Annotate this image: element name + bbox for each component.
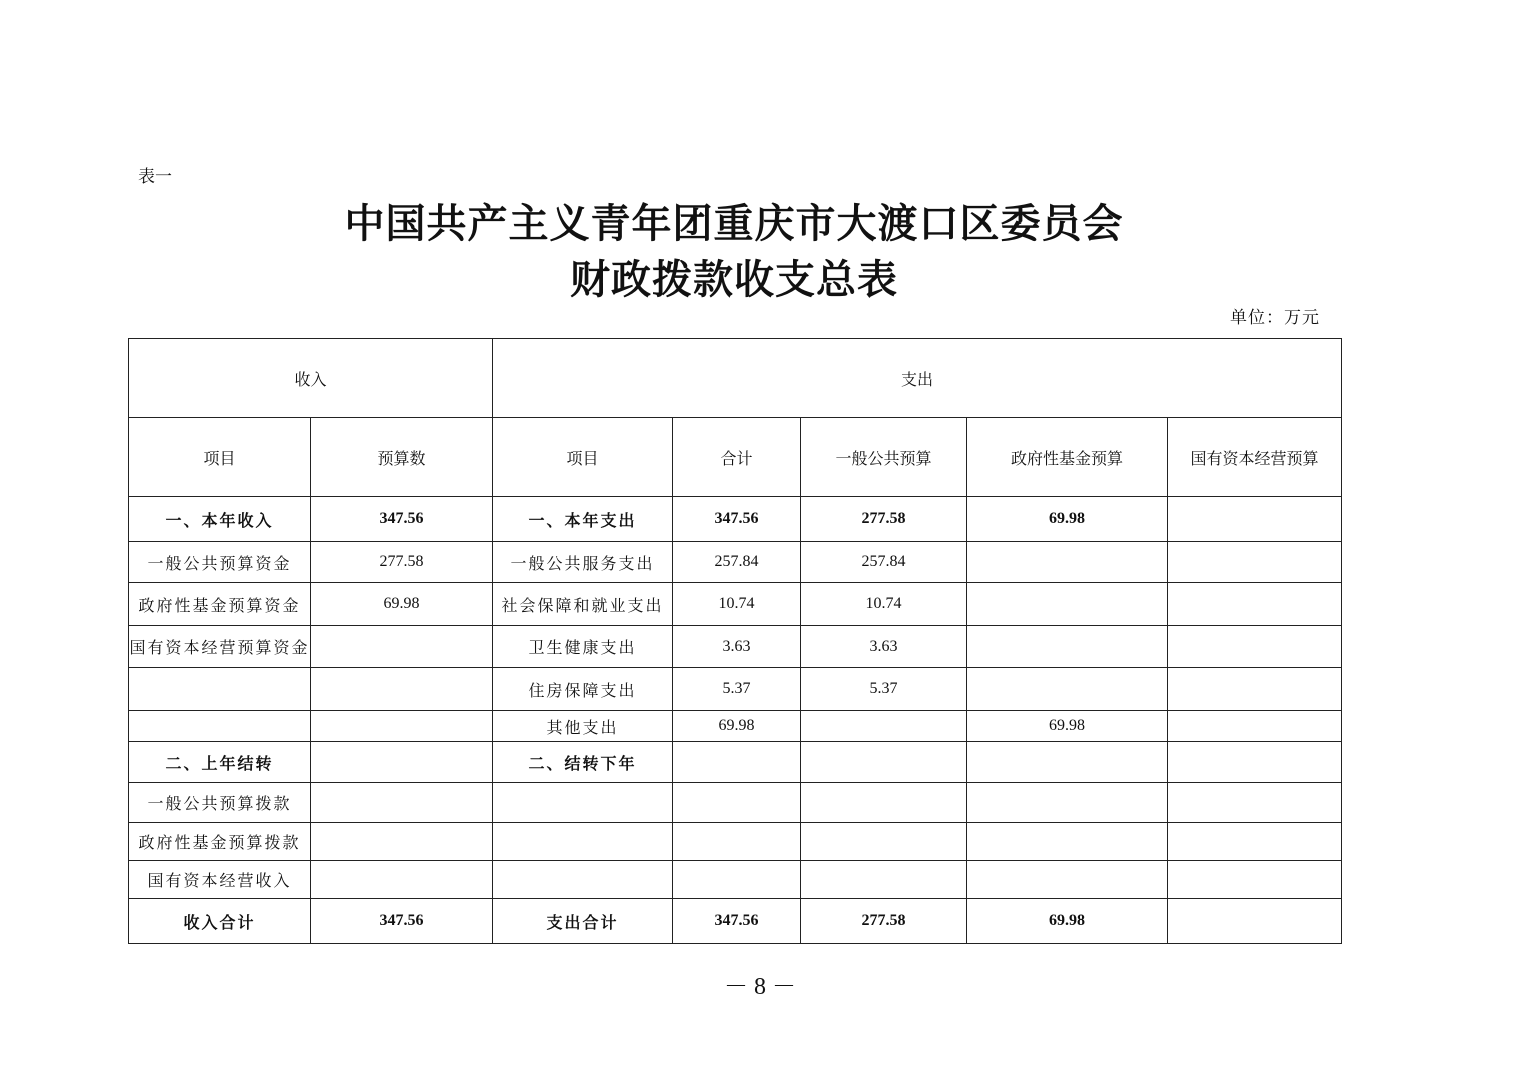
cell-value: 347.56 bbox=[311, 497, 493, 542]
cell-value bbox=[673, 783, 801, 823]
table-label: 表一 bbox=[138, 167, 172, 187]
cell-value bbox=[1168, 711, 1342, 742]
cell-value bbox=[1168, 583, 1342, 626]
row-label: 卫生健康支出 bbox=[493, 626, 673, 668]
cell-value: 257.84 bbox=[801, 542, 967, 583]
col-header-budget-amount: 预算数 bbox=[311, 418, 493, 497]
col-header-total: 合计 bbox=[673, 418, 801, 497]
col-header-general-public-budget: 一般公共预算 bbox=[801, 418, 967, 497]
cell-value bbox=[1168, 783, 1342, 823]
cell-value: 3.63 bbox=[673, 626, 801, 668]
cell-value: 347.56 bbox=[673, 497, 801, 542]
cell-value bbox=[1168, 497, 1342, 542]
table-row bbox=[129, 861, 1342, 899]
cell-value bbox=[311, 711, 493, 742]
table-row bbox=[129, 668, 1342, 711]
cell-value: 347.56 bbox=[311, 899, 493, 944]
cell-value bbox=[1168, 899, 1342, 944]
row-label bbox=[493, 823, 673, 861]
row-label: 一般公共预算拨款 bbox=[129, 783, 311, 823]
cell-value: 277.58 bbox=[801, 497, 967, 542]
cell-value: 3.63 bbox=[801, 626, 967, 668]
cell-value bbox=[1168, 626, 1342, 668]
cell-value: 347.56 bbox=[673, 899, 801, 944]
table-row bbox=[129, 899, 1342, 944]
row-label: 其他支出 bbox=[493, 711, 673, 742]
row-label: 二、上年结转 bbox=[129, 742, 311, 783]
cell-value: 5.37 bbox=[673, 668, 801, 711]
row-label: 国有资本经营收入 bbox=[129, 861, 311, 899]
row-label bbox=[493, 783, 673, 823]
document-title-line1: 中国共产主义青年团重庆市大渡口区委员会 bbox=[344, 200, 1124, 247]
row-label: 政府性基金预算资金 bbox=[129, 583, 311, 626]
cell-value bbox=[1168, 823, 1342, 861]
cell-value bbox=[1168, 542, 1342, 583]
cell-value bbox=[967, 626, 1168, 668]
row-label: 二、结转下年 bbox=[493, 742, 673, 783]
cell-value bbox=[1168, 668, 1342, 711]
cell-value: 69.98 bbox=[967, 899, 1168, 944]
row-label: 政府性基金预算拨款 bbox=[129, 823, 311, 861]
row-label: 一、本年支出 bbox=[493, 497, 673, 542]
table-row bbox=[129, 497, 1342, 542]
row-label: 住房保障支出 bbox=[493, 668, 673, 711]
cell-value bbox=[311, 742, 493, 783]
cell-value: 69.98 bbox=[967, 497, 1168, 542]
cell-value bbox=[967, 823, 1168, 861]
table-row bbox=[129, 823, 1342, 861]
cell-value bbox=[673, 823, 801, 861]
row-label: 一般公共服务支出 bbox=[493, 542, 673, 583]
cell-value bbox=[311, 668, 493, 711]
row-label bbox=[129, 711, 311, 742]
table-row bbox=[129, 583, 1342, 626]
cell-value bbox=[801, 711, 967, 742]
cell-value: 10.74 bbox=[673, 583, 801, 626]
table-row bbox=[129, 626, 1342, 668]
budget-summary-table bbox=[128, 338, 1342, 944]
cell-value bbox=[967, 783, 1168, 823]
cell-value: 10.74 bbox=[801, 583, 967, 626]
cell-value bbox=[801, 861, 967, 899]
col-header-expense-item: 项目 bbox=[493, 418, 673, 497]
document-title-line2: 财政拨款收支总表 bbox=[570, 256, 898, 303]
income-header: 收入 bbox=[129, 339, 493, 418]
cell-value bbox=[967, 542, 1168, 583]
table-row bbox=[129, 783, 1342, 823]
row-label bbox=[493, 861, 673, 899]
cell-value bbox=[967, 668, 1168, 711]
cell-value bbox=[311, 783, 493, 823]
row-label bbox=[129, 668, 311, 711]
row-label: 一、本年收入 bbox=[129, 497, 311, 542]
cell-value bbox=[967, 583, 1168, 626]
page-number: － 8 － bbox=[724, 974, 796, 1000]
cell-value bbox=[1168, 861, 1342, 899]
col-header-government-fund-budget: 政府性基金预算 bbox=[967, 418, 1168, 497]
row-label: 社会保障和就业支出 bbox=[493, 583, 673, 626]
cell-value: 277.58 bbox=[801, 899, 967, 944]
row-label: 支出合计 bbox=[493, 899, 673, 944]
cell-value: 5.37 bbox=[801, 668, 967, 711]
cell-value: 257.84 bbox=[673, 542, 801, 583]
col-header-state-capital-budget: 国有资本经营预算 bbox=[1168, 418, 1342, 497]
cell-value bbox=[311, 861, 493, 899]
table-row bbox=[129, 711, 1342, 742]
cell-value: 69.98 bbox=[967, 711, 1168, 742]
cell-value bbox=[801, 823, 967, 861]
cell-value bbox=[311, 823, 493, 861]
column-header-row bbox=[129, 418, 1342, 497]
cell-value bbox=[311, 626, 493, 668]
cell-value bbox=[673, 861, 801, 899]
row-label: 一般公共预算资金 bbox=[129, 542, 311, 583]
row-label: 收入合计 bbox=[129, 899, 311, 944]
cell-value bbox=[673, 742, 801, 783]
row-label: 国有资本经营预算资金 bbox=[129, 626, 311, 668]
col-header-income-item: 项目 bbox=[129, 418, 311, 497]
expense-header: 支出 bbox=[493, 339, 1342, 418]
cell-value: 277.58 bbox=[311, 542, 493, 583]
cell-value: 69.98 bbox=[673, 711, 801, 742]
cell-value bbox=[967, 861, 1168, 899]
cell-value bbox=[1168, 742, 1342, 783]
table-row bbox=[129, 542, 1342, 583]
unit-label: 单位：万元 bbox=[1230, 308, 1320, 328]
table-row bbox=[129, 742, 1342, 783]
cell-value: 69.98 bbox=[311, 583, 493, 626]
cell-value bbox=[967, 742, 1168, 783]
cell-value bbox=[801, 742, 967, 783]
cell-value bbox=[801, 783, 967, 823]
